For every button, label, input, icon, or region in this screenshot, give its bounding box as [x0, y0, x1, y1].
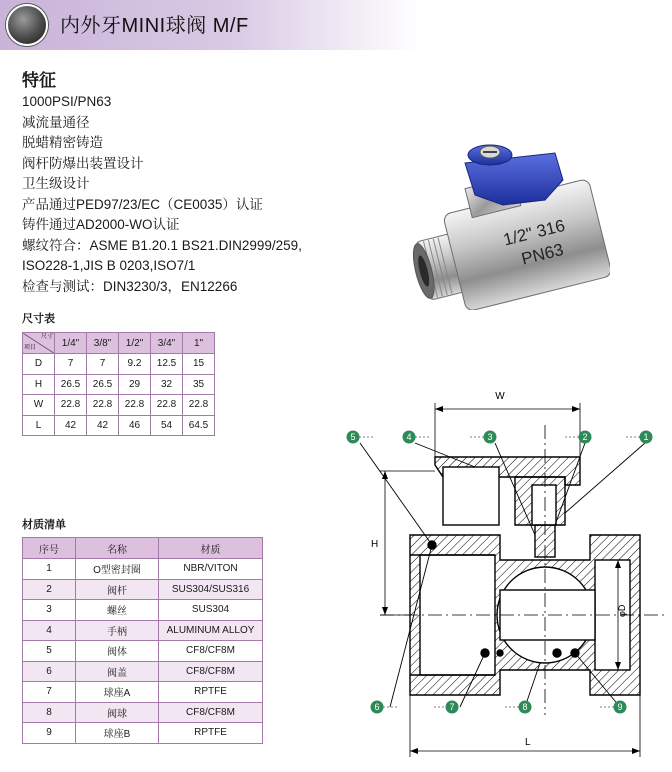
size-header: 3/8": [87, 333, 119, 354]
col-header: 材质: [159, 538, 263, 559]
callout-3: [470, 431, 497, 444]
table-row: 8 阀球 CF8/CF8M: [23, 702, 263, 723]
callout-6: [371, 701, 398, 714]
size-header: 1": [183, 333, 215, 354]
callout-1: [626, 431, 653, 444]
valve-cross-section-drawing: [335, 385, 670, 770]
feature-item: 阀杆防爆出装置设计: [22, 155, 144, 171]
callout-2: [565, 431, 592, 444]
feature-item: 卫生级设计: [22, 176, 90, 191]
table-row: 2 阀杆 SUS304/SUS316: [23, 579, 263, 600]
table-row: 1 O型密封圈 NBR/VITON: [23, 559, 263, 580]
svg-text:2: 2: [582, 432, 588, 442]
dimension-table-title: 尺寸表: [22, 313, 55, 325]
feature-item: 减流量通径: [22, 114, 90, 130]
dimension-table: [22, 332, 215, 436]
materials-table-title: 材质清单: [22, 519, 66, 531]
feature-item: 产品通过PED97/23/EC（CE0035）认证: [22, 196, 263, 212]
dim-label-d: φD: [617, 604, 627, 617]
col-header: 名称: [76, 538, 159, 559]
svg-text:1: 1: [643, 432, 649, 442]
col-header: 序号: [23, 538, 76, 559]
title-bullet-icon: [6, 4, 48, 46]
callout-9: [600, 701, 627, 714]
title-bar: [0, 0, 420, 50]
feature-item: 检查与测试：DIN3230/3，EN12266: [22, 278, 238, 294]
marking-line-2: PN63: [519, 239, 566, 269]
dim-label-h: H: [371, 539, 379, 550]
table-row: 9 球座B RPTFE: [23, 723, 263, 744]
svg-text:6: 6: [374, 702, 380, 712]
features-list: [22, 92, 302, 297]
size-header: 3/4": [151, 333, 183, 354]
svg-text:3: 3: [487, 432, 493, 442]
table-row: 4 手柄 ALUMINUM ALLOY: [23, 620, 263, 641]
svg-text:5: 5: [350, 432, 356, 442]
callout-4: [403, 431, 432, 444]
feature-item: ISO228-1,JIS B 0203,ISO7/1: [22, 258, 196, 273]
table-row: H 26.5 26.5 29 32 35: [23, 374, 215, 395]
feature-item: 螺纹符合：ASME B1.20.1 BS21.DIN2999/259,: [22, 237, 302, 253]
table-corner-header: 尺寸 项目: [23, 333, 55, 354]
svg-text:7: 7: [449, 702, 455, 712]
callout-7: [434, 701, 459, 714]
size-header: 1/4": [55, 333, 87, 354]
materials-table: [22, 537, 263, 744]
callout-8: [505, 701, 532, 714]
size-header: 1/2": [119, 333, 151, 354]
dim-label-l: L: [525, 737, 531, 748]
page-title: 内外牙MINI球阀 M/F: [60, 15, 249, 37]
callout-5: [347, 431, 376, 444]
table-row: 7 球座A RPTFE: [23, 682, 263, 703]
features-heading: 特征: [22, 71, 56, 90]
dim-label-w: W: [495, 391, 505, 402]
svg-text:8: 8: [522, 702, 528, 712]
valve-product-photo: [405, 125, 610, 310]
svg-text:9: 9: [617, 702, 623, 712]
table-row: 3 螺丝 SUS304: [23, 600, 263, 621]
table-row: 5 阀体 CF8/CF8M: [23, 641, 263, 662]
svg-text:4: 4: [406, 432, 412, 442]
feature-item: 1000PSI/PN63: [22, 94, 112, 109]
marking-line-1: 1/2" 316: [501, 215, 567, 250]
table-row: 6 阀盖 CF8/CF8M: [23, 661, 263, 682]
table-row: L 42 42 46 54 64.5: [23, 415, 215, 436]
feature-item: 铸件通过AD2000-WO认证: [22, 217, 180, 232]
feature-item: 脱蜡精密铸造: [22, 135, 103, 150]
table-row: W 22.8 22.8 22.8 22.8 22.8: [23, 395, 215, 416]
table-row: D 7 7 9.2 12.5 15: [23, 354, 215, 375]
